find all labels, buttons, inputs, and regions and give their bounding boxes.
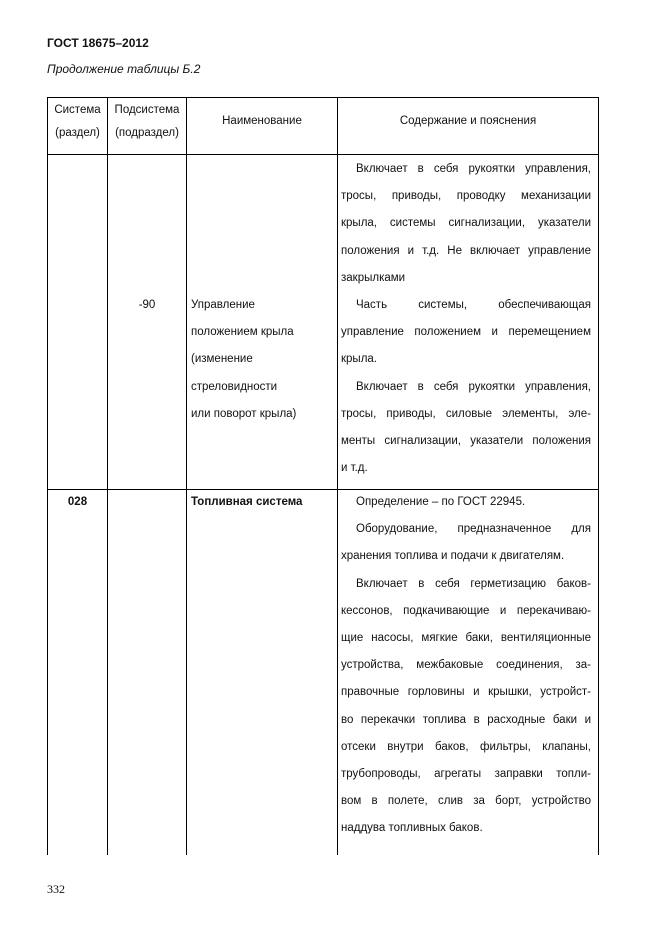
column-header-content — [338, 110, 598, 133]
content-line: тросы, приводы, силовые элементы, эле- — [341, 407, 591, 420]
name-line: стреловидности — [191, 380, 278, 393]
content-line: устройства, межбаковые соединения, за- — [341, 659, 591, 672]
document-code: ГОСТ 18675–2012 — [47, 36, 149, 50]
column-divider — [107, 97, 108, 855]
column-header-subsystem — [108, 99, 186, 145]
name-line: (изменение — [191, 353, 253, 366]
name-line: положением крыла — [191, 326, 294, 339]
content-line: и т.д. — [341, 462, 368, 475]
table-right-border — [598, 97, 599, 855]
column-header-system — [48, 99, 107, 145]
header-text: Система — [54, 104, 101, 116]
row-2-system — [48, 489, 107, 516]
content-line: Часть системы, обеспечивающая — [356, 298, 591, 311]
content-line: хранения топлива и подачи к двигателям. — [341, 550, 565, 563]
row-2-name — [191, 489, 336, 516]
content-line: вом в полете, слив за борт, устройство — [341, 795, 591, 808]
header-text: Подсистема — [114, 104, 180, 116]
content-line: во перекачки топлива в расходные баки и — [341, 713, 591, 726]
page-number: 332 — [47, 882, 65, 896]
header-bottom-border — [47, 154, 599, 155]
column-header-name — [187, 110, 337, 133]
content-line: тросы, приводы, проводку механизации — [341, 190, 591, 203]
content-line: Оборудование, предназначенное для — [356, 523, 591, 536]
content-line: отсеки внутри баков, фильтры, клапаны, — [341, 740, 591, 753]
content-line: щие насосы, мягкие баки, вентиляционные — [341, 631, 591, 644]
content-line: управление положением и перемещением — [341, 326, 591, 339]
table-continuation-caption: Продолжение таблицы Б.2 — [47, 62, 201, 76]
row-2-content — [341, 489, 591, 842]
content-line: положения и т.д. Не включает управление — [341, 244, 591, 257]
table-left-border — [47, 97, 48, 855]
content-line: Включает в себя рукоятки управления, — [356, 163, 591, 175]
content-line: трубопроводы, агрегаты заправки топли- — [341, 767, 591, 780]
content-line: Включает в себя рукоятки управления, — [356, 380, 591, 393]
content-line: наддува топливных баков. — [341, 822, 483, 835]
header-text: Содержание и пояснения — [399, 115, 537, 127]
content-line: закрылками — [341, 271, 406, 284]
name-line: Топливная система — [191, 496, 303, 508]
header-text: Наименование — [222, 115, 302, 127]
row-1-content — [341, 156, 591, 482]
row-1-name — [191, 292, 336, 428]
column-divider — [337, 97, 338, 855]
table-top-border — [47, 97, 599, 98]
row-1-subsystem — [108, 292, 186, 319]
content-line: крыла. — [341, 353, 377, 366]
header-text: (подраздел) — [115, 127, 179, 139]
content-line: правочные горловины и крышки, устройст- — [341, 686, 591, 699]
content-line: кессонов, подкачивающие и перекачиваю- — [341, 604, 591, 617]
subsystem-code: -90 — [138, 299, 156, 311]
header-text: (раздел) — [55, 127, 100, 139]
content-line: крыла, системы сигнализации, указатели — [341, 217, 591, 230]
content-line: Определение – по ГОСТ 22945. — [356, 496, 526, 508]
name-line: или поворот крыла) — [191, 407, 297, 420]
system-code: 028 — [67, 496, 88, 508]
name-line: Управление — [191, 299, 255, 311]
column-divider — [186, 97, 187, 855]
content-line: менты сигнализации, указатели положения — [341, 434, 591, 447]
content-line: Включает в себя герметизацию баков- — [356, 577, 591, 590]
